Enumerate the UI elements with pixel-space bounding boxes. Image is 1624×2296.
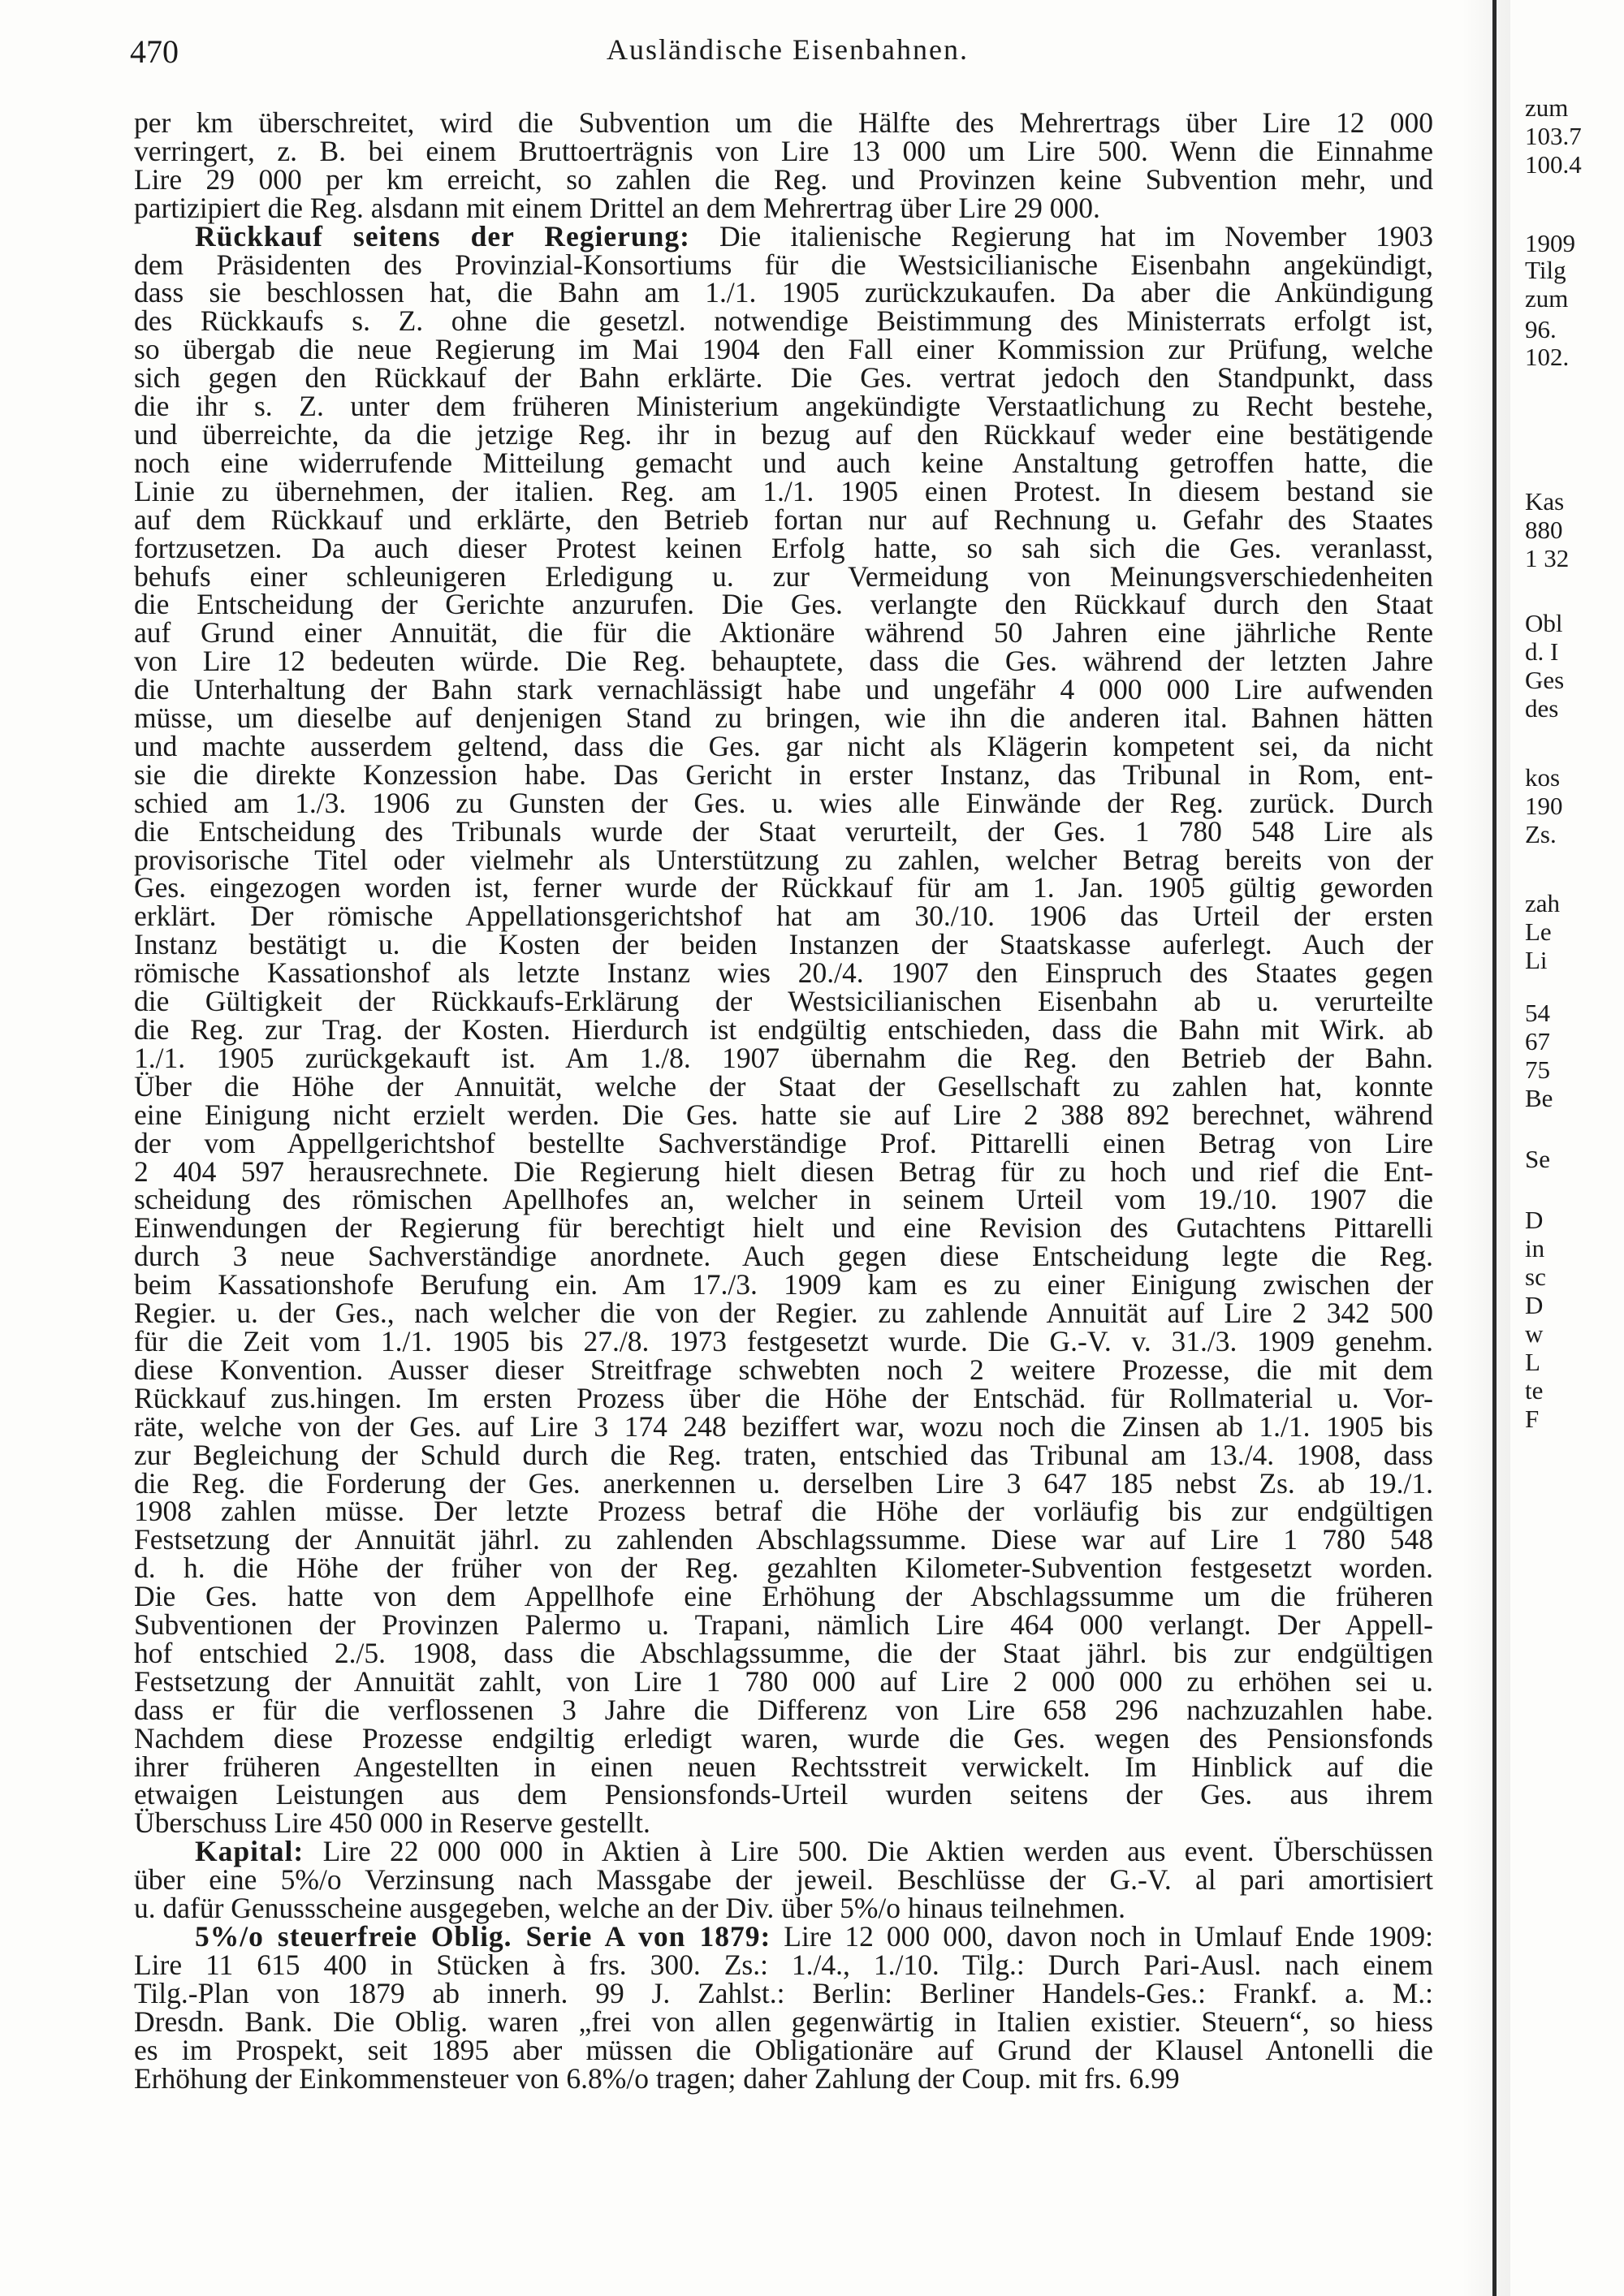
text-line (134, 1013, 1433, 1046)
line-text: verringert, z. B. bei einem Bruttoerträgnis von Lire 13 000 um Lire 500. Wenn die Einnahme (134, 134, 1433, 167)
line-text: Linie zu übernehmen, der italien. Reg. am 1./1. 1905 einen Protest. In diesem bestand sie (134, 474, 1433, 507)
line-text: über eine 5%/o Verzinsung nach Massgabe der jeweil. Beschlüsse der G.-V. al pari amortisiert (134, 1863, 1433, 1897)
text-line (134, 675, 1433, 704)
text-line (134, 2033, 1433, 2066)
line-text: von Lire 12 bedeuten würde. Die Reg. behauptete, dass die Ges. während der letzten Jahre (134, 645, 1433, 678)
text-line (134, 1381, 1433, 1414)
text-line (134, 278, 1433, 307)
adjacent-page-fragment: Se (1525, 1145, 1550, 1173)
adjacent-page-fragment: Li (1525, 946, 1548, 974)
line-text: Ges. eingezogen worden ist, ferner wurde der Rückkauf für am 1. Jan. 1905 gültig geworden (134, 871, 1433, 904)
line-text: römische Kassationshof als letzte Instanz wies 20./4. 1907 den Einspruch des Staates gegen (134, 956, 1433, 990)
line-text: auf dem Rückkauf und erklärte, den Betrieb fortan nur auf Rechnung u. Gefahr des Staates (134, 503, 1433, 536)
text-line (134, 1693, 1433, 1726)
line-text: zur Begleichung der Schuld durch die Reg. traten, entschied das Tribunal am 13./4. 1908, dass (134, 1438, 1433, 1471)
adjacent-page-fragment: Kas (1525, 487, 1565, 516)
text-line (134, 1948, 1433, 1981)
text-line (134, 590, 1433, 619)
adjacent-page-fragment: L (1525, 1348, 1540, 1376)
line-text: durch 3 neue Sachverständige anordnete. Auch gegen diese Entscheidung legte die Reg. (134, 1240, 1433, 1273)
adjacent-page-fragment: Obl (1525, 609, 1563, 637)
adjacent-page-fragment: 1909 (1525, 229, 1575, 257)
text-line (134, 531, 1433, 564)
text-line (134, 1242, 1433, 1271)
line-text: die Reg. die Forderung der Ges. anerkennen u. derselben Lire 3 647 185 nebst Zs. ab 19./1. (134, 1466, 1433, 1500)
line-text: auf Grund einer Annuität, die für die Aktionäre während 50 Jahren eine jährliche Rente (134, 616, 1433, 650)
line-text: 2 404 597 herausrechnete. Die Regierung hielt diesen Betrag für zu hoch und rief die Ent- (134, 1154, 1433, 1188)
line-text: Einwendungen der Regierung für berechtigt hielt und eine Revision des Gutachtens Pittarelli (134, 1211, 1433, 1245)
page-number: 470 (130, 33, 179, 70)
line-text: partizipiert die Reg. alsdann mit einem Drittel an dem Mehrertrag über Lire 29 000. (134, 191, 1100, 224)
line-text: Nachdem diese Prozesse endgiltig erledigt waren, wurde die Ges. wegen des Pensionsfonds (134, 1721, 1433, 1754)
text-line (134, 106, 1433, 139)
adjacent-page-fragment: in (1525, 1234, 1545, 1262)
line-text: schied am 1./3. 1906 zu Gunsten der Ges. u. wies alle Einwände der Reg. zurück. Durch (134, 786, 1433, 819)
text-line (134, 786, 1433, 819)
adjacent-page-fragment: zah (1525, 889, 1561, 917)
adjacent-page-fragment: zum (1525, 284, 1569, 313)
text-line (134, 1154, 1433, 1188)
text-line (134, 814, 1433, 848)
text-line (134, 304, 1433, 338)
text-line (134, 645, 1433, 678)
adjacent-page-fragment: 96. (1525, 315, 1557, 343)
adjacent-page-fragment: 100.4 (1525, 150, 1582, 179)
text-line (134, 1409, 1433, 1443)
text-line (134, 1297, 1433, 1330)
text-line (134, 987, 1433, 1016)
adjacent-page-fragment: d. I (1525, 637, 1559, 666)
line-text: etwaigen Leistungen aus dem Pensionsfonds-Urteil wurden seitens der Ges. aus ihrem (134, 1778, 1433, 1811)
text-line (134, 1976, 1433, 2009)
adjacent-page-fragment: te (1525, 1376, 1544, 1405)
line-text: Tilg.-Plan von 1879 ab innerh. 99 J. Zahlst.: Berlin: Berliner Handels-Ges.: Frankf. a. M.: (134, 1976, 1433, 2009)
text-line (134, 956, 1433, 990)
adjacent-page-fragment: w (1525, 1319, 1544, 1348)
text-line (134, 2061, 1433, 2095)
adjacent-page-edge (1525, 0, 1624, 2296)
line-text: provisorische Titel oder vielmehr als Unterstützung zu zahlen, welcher Betrag bereits von der (134, 843, 1433, 876)
text-line (134, 1552, 1433, 1585)
line-text: Subventionen der Provinzen Palermo u. Trapani, nämlich Lire 464 000 verlangt. Der Appell- (134, 1608, 1433, 1642)
text-line (134, 335, 1433, 364)
text-line (134, 1497, 1433, 1526)
adjacent-page-fragment: D (1525, 1291, 1544, 1319)
line-text: des Rückkaufs s. Z. ohne die gesetzl. notwendige Beistimmung des Ministerrats erfolgt ist, (134, 304, 1433, 338)
line-text: es im Prospekt, seit 1895 aber müssen die Obligationäre auf Grund der Klausel Antonelli die (134, 2033, 1433, 2066)
line-text: eine Einigung nicht erzielt werden. Die Ges. hatte sie auf Lire 2 388 892 berechnet, während (134, 1098, 1433, 1131)
line-text: Instanz bestätigt u. die Kosten der beiden Instanzen der Staatskasse auferlegt. Auch der (134, 928, 1433, 961)
adjacent-page-fragment: 103.7 (1525, 122, 1582, 150)
adjacent-page-fragment: Be (1525, 1084, 1553, 1112)
adjacent-page-fragment: F (1525, 1405, 1540, 1433)
adjacent-page-fragment: Ges (1525, 666, 1565, 694)
text-line (134, 930, 1433, 959)
text-line (134, 219, 1433, 252)
text-line (134, 1806, 1433, 1840)
line-text: erklärt. Der römische Appellationsgerichtshof hat am 30./10. 1906 das Urteil der ersten (134, 900, 1433, 933)
text-line (134, 1268, 1433, 1301)
text-line (134, 757, 1433, 791)
line-text: ihrer früheren Angestellten in einen neuen Rechtsstreit verwickelt. Im Hinblick auf die (134, 1750, 1433, 1783)
text-line (134, 1353, 1433, 1386)
text-line (134, 1211, 1433, 1245)
text-line (134, 900, 1433, 933)
line-text: behufs einer schleunigeren Erledigung u. zur Vermeidung von Meinungsverschiedenheiten (134, 559, 1433, 593)
adjacent-page-fragment: D (1525, 1206, 1544, 1234)
adjacent-page-fragment: 1 32 (1525, 544, 1570, 572)
line-text: per km überschreitet, wird die Subvention um die Hälfte des Mehrertrags über Lire 12 000 (134, 106, 1433, 139)
text-line (134, 871, 1433, 904)
line-text: Lire 29 000 per km erreicht, so zahlen die Reg. und Provinzen keine Subvention mehr, und (134, 162, 1433, 196)
text-line (134, 417, 1433, 451)
line-text: Erhöhung der Einkommensteuer von 6.8%/o tragen; daher Zahlung der Coup. mit frs. 6.99 (134, 2061, 1180, 2095)
text-line (134, 559, 1433, 593)
adjacent-page-fragment: des (1525, 694, 1559, 723)
text-line (134, 843, 1433, 876)
line-text: 1908 zahlen müsse. Der letzte Prozess betraf die Höhe der vorläufig bis zur endgültigen (134, 1495, 1433, 1528)
line-text: Rückkauf zus.hingen. Im ersten Prozess über die Höhe der Entschäd. für Rollmaterial u. Vor- (134, 1381, 1433, 1414)
adjacent-page-fragment: 102. (1525, 343, 1570, 371)
text-line (134, 1324, 1433, 1357)
line-text: die Entscheidung der Gerichte anzurufen. Die Ges. verlangte den Rückkauf durch den Staat (134, 588, 1433, 621)
line-text: Überschuss Lire 450 000 in Reserve gestellt. (134, 1806, 650, 1840)
adjacent-page-fragment: zum (1525, 93, 1569, 122)
line-text: 1./1. 1905 zurückgekauft ist. Am 1./8. 1907 übernahm die Reg. den Betrieb der Bahn. (134, 1041, 1433, 1074)
line-text: und überreichte, da die jetzige Reg. ihr in bezug auf den Rückkauf weder eine bestätigende (134, 417, 1433, 451)
line-text: Über die Höhe der Annuität, welche der Staat der Gesellschaft zu zahlen hat, konnte (134, 1069, 1433, 1103)
line-text: für die Zeit vom 1./1. 1905 bis 27./8. 1973 festgesetzt wurde. Die G.-V. v. 31./3. 1909 genehm. (134, 1324, 1433, 1357)
adjacent-page-fragment: 67 (1525, 1027, 1550, 1055)
page-fold-line (1492, 0, 1497, 2296)
line-text: so übergab die neue Regierung im Mai 1904 den Fall einer Kommission zur Prüfung, welche (134, 333, 1433, 366)
line-text: Dresdn. Bank. Die Oblig. waren „frei von allen gegenwärtig in Italien existier. Steuern“, so hiess (134, 2005, 1433, 2038)
line-text: scheidung des römischen Apellhofes an, welcher in seinem Urteil vom 19./10. 1907 die (134, 1183, 1433, 1216)
text-line (134, 162, 1433, 196)
text-line (134, 1041, 1433, 1074)
text-line (134, 361, 1433, 395)
text-line (134, 1466, 1433, 1500)
line-text: müsse, um dieselbe auf denjenigen Stand zu bringen, wie ihn die anderen ital. Bahnen hätten (134, 701, 1433, 735)
section-heading: Kapital: (195, 1835, 304, 1868)
line-text: die Unterhaltung der Bahn stark vernachlässigt habe und ungefähr 4 000 000 Lire aufwenden (134, 673, 1433, 706)
section-heading: Rückkauf seitens der Regierung: (195, 219, 690, 252)
text-line (134, 701, 1433, 735)
text-line (134, 1780, 1433, 1809)
text-line (134, 1750, 1433, 1783)
line-text: Lire 22 000 000 in Aktien à Lire 500. Die Aktien werden aus event. Überschüssen (322, 1835, 1434, 1868)
line-text: sie die direkte Konzession habe. Das Gericht in erster Instanz, das Tribunal in Rom, ent- (134, 757, 1433, 791)
line-text: Lire 11 615 400 in Stücken à frs. 300. Zs.: 1./4., 1./10. Tilg.: Durch Pari-Ausl. nach einem (134, 1948, 1433, 1981)
section-heading: 5%/o steuerfreie Oblig. Serie A von 1879: (195, 1920, 771, 1953)
text-line (134, 1582, 1433, 1611)
text-line (134, 1664, 1433, 1698)
text-line (134, 392, 1433, 421)
text-line (134, 503, 1433, 536)
line-text: die Entscheidung des Tribunals wurde der Staat verurteilt, der Ges. 1 780 548 Lire als (134, 814, 1433, 848)
line-text: dass er für die verflossenen 3 Jahre die Differenz von Lire 658 296 nachzuzahlen habe. (134, 1693, 1433, 1726)
text-line (134, 1920, 1434, 1953)
text-line (134, 1438, 1433, 1471)
main-text-column (134, 106, 1434, 2095)
line-text: die Reg. zur Trag. der Kosten. Hierdurch ist endgültig entschieden, dass die Bahn mit Wirk. ab (134, 1013, 1433, 1046)
line-text: Festsetzung der Annuität zahlt, von Lire 1 780 000 auf Lire 2 000 000 zu erhöhen sei u. (134, 1664, 1433, 1698)
line-text: Die italienische Regierung hat im November 1903 (719, 219, 1433, 252)
line-text: dass sie beschlossen hat, die Bahn am 1./1. 1905 zurückzukaufen. Da aber die Ankündigung (134, 276, 1433, 309)
adjacent-page-fragment: Zs. (1525, 820, 1557, 848)
text-line (134, 1069, 1433, 1103)
text-line (134, 1098, 1433, 1131)
adjacent-page-fragment: Le (1525, 917, 1552, 946)
line-text: Lire 12 000 000, davon noch in Umlauf Ende 1909: (784, 1920, 1434, 1953)
adjacent-page-fragment: 880 (1525, 516, 1563, 544)
adjacent-page-fragment: 190 (1525, 792, 1563, 820)
text-line (134, 1126, 1433, 1159)
text-line (134, 1894, 1433, 1923)
line-text: die Gültigkeit der Rückkaufs-Erklärung der Westsicilianischen Eisenbahn ab u. verurteilte (134, 985, 1433, 1018)
line-text: hof entschied 2./5. 1908, dass die Abschlagssumme, die der Staat jährl. bis zur endgültigen (134, 1636, 1433, 1669)
running-header (130, 32, 1445, 73)
text-line (134, 191, 1433, 224)
text-line (134, 1837, 1433, 1866)
line-text: Festsetzung der Annuität jährl. zu zahlenden Abschlagssumme. Diese war auf Lire 1 780 548 (134, 1523, 1433, 1556)
adjacent-page-fragment: Tilg (1525, 256, 1566, 284)
text-line (134, 474, 1433, 507)
text-line (134, 446, 1433, 479)
adjacent-page-fragment: 54 (1525, 999, 1550, 1027)
line-text: und machte ausserdem geltend, dass die Ges. gar nicht als Klägerin kompetent sei, da nicht (134, 729, 1433, 762)
text-line (134, 2005, 1433, 2038)
page-fold-shadow (1462, 0, 1510, 2296)
line-text: der vom Appellgerichtshof bestellte Sachverständige Prof. Pittarelli einen Betrag von Lire (134, 1126, 1433, 1159)
line-text: räte, welche von der Ges. auf Lire 3 174 248 beziffert war, wozu noch die Zinsen ab 1./1. 1905 bis (134, 1409, 1433, 1443)
line-text: u. dafür Genussscheine ausgegeben, welche an der Div. über 5%/o hinaus teilnehmen. (134, 1892, 1126, 1925)
line-text: Die Ges. hatte von dem Appellhofe eine Erhöhung der Abschlagssumme um die früheren (134, 1580, 1433, 1613)
adjacent-page-fragment: 75 (1525, 1055, 1550, 1084)
text-line (134, 729, 1433, 762)
text-line (134, 134, 1433, 167)
adjacent-page-fragment: kos (1525, 763, 1561, 792)
line-text: beim Kassationshofe Berufung ein. Am 17./3. 1909 kam es zu einer Einigung zwischen der (134, 1268, 1433, 1301)
line-text: sich gegen den Rückkauf der Bahn erklärte. Die Ges. vertrat jedoch den Standpunkt, dass (134, 361, 1433, 395)
adjacent-page-fragment: sc (1525, 1262, 1546, 1291)
text-line (134, 1863, 1433, 1897)
text-line (134, 248, 1433, 281)
text-line (134, 1608, 1433, 1642)
line-text: diese Konvention. Ausser dieser Streitfrage schwebten noch 2 weitere Prozesse, die mit dem (134, 1353, 1433, 1386)
text-line (134, 1721, 1433, 1754)
running-title: Ausländische Eisenbahnen. (607, 33, 969, 66)
line-text: die ihr s. Z. unter dem früheren Ministerium angekündigte Verstaatlichung zu Recht bestehe, (134, 390, 1433, 423)
line-text: d. h. die Höhe der früher von der Reg. gezahlten Kilometer-Subvention festgesetzt worden. (134, 1552, 1433, 1585)
text-line (134, 1636, 1433, 1669)
text-line (134, 1185, 1433, 1214)
line-text: dem Präsidenten des Provinzial-Konsortiums für die Westsicilianische Eisenbahn angekündigt, (134, 248, 1433, 281)
line-text: fortzusetzen. Da auch dieser Protest keinen Erfolg hatte, so sah sich die Ges. veranlasst, (134, 531, 1433, 564)
text-line (134, 616, 1433, 650)
line-text: Regier. u. der Ges., nach welcher die von der Regier. zu zahlende Annuität auf Lire 2 342 500 (134, 1297, 1433, 1330)
line-text: noch eine widerrufende Mitteilung gemacht und auch keine Anstaltung getroffen hatte, die (134, 446, 1433, 479)
text-line (134, 1523, 1433, 1556)
